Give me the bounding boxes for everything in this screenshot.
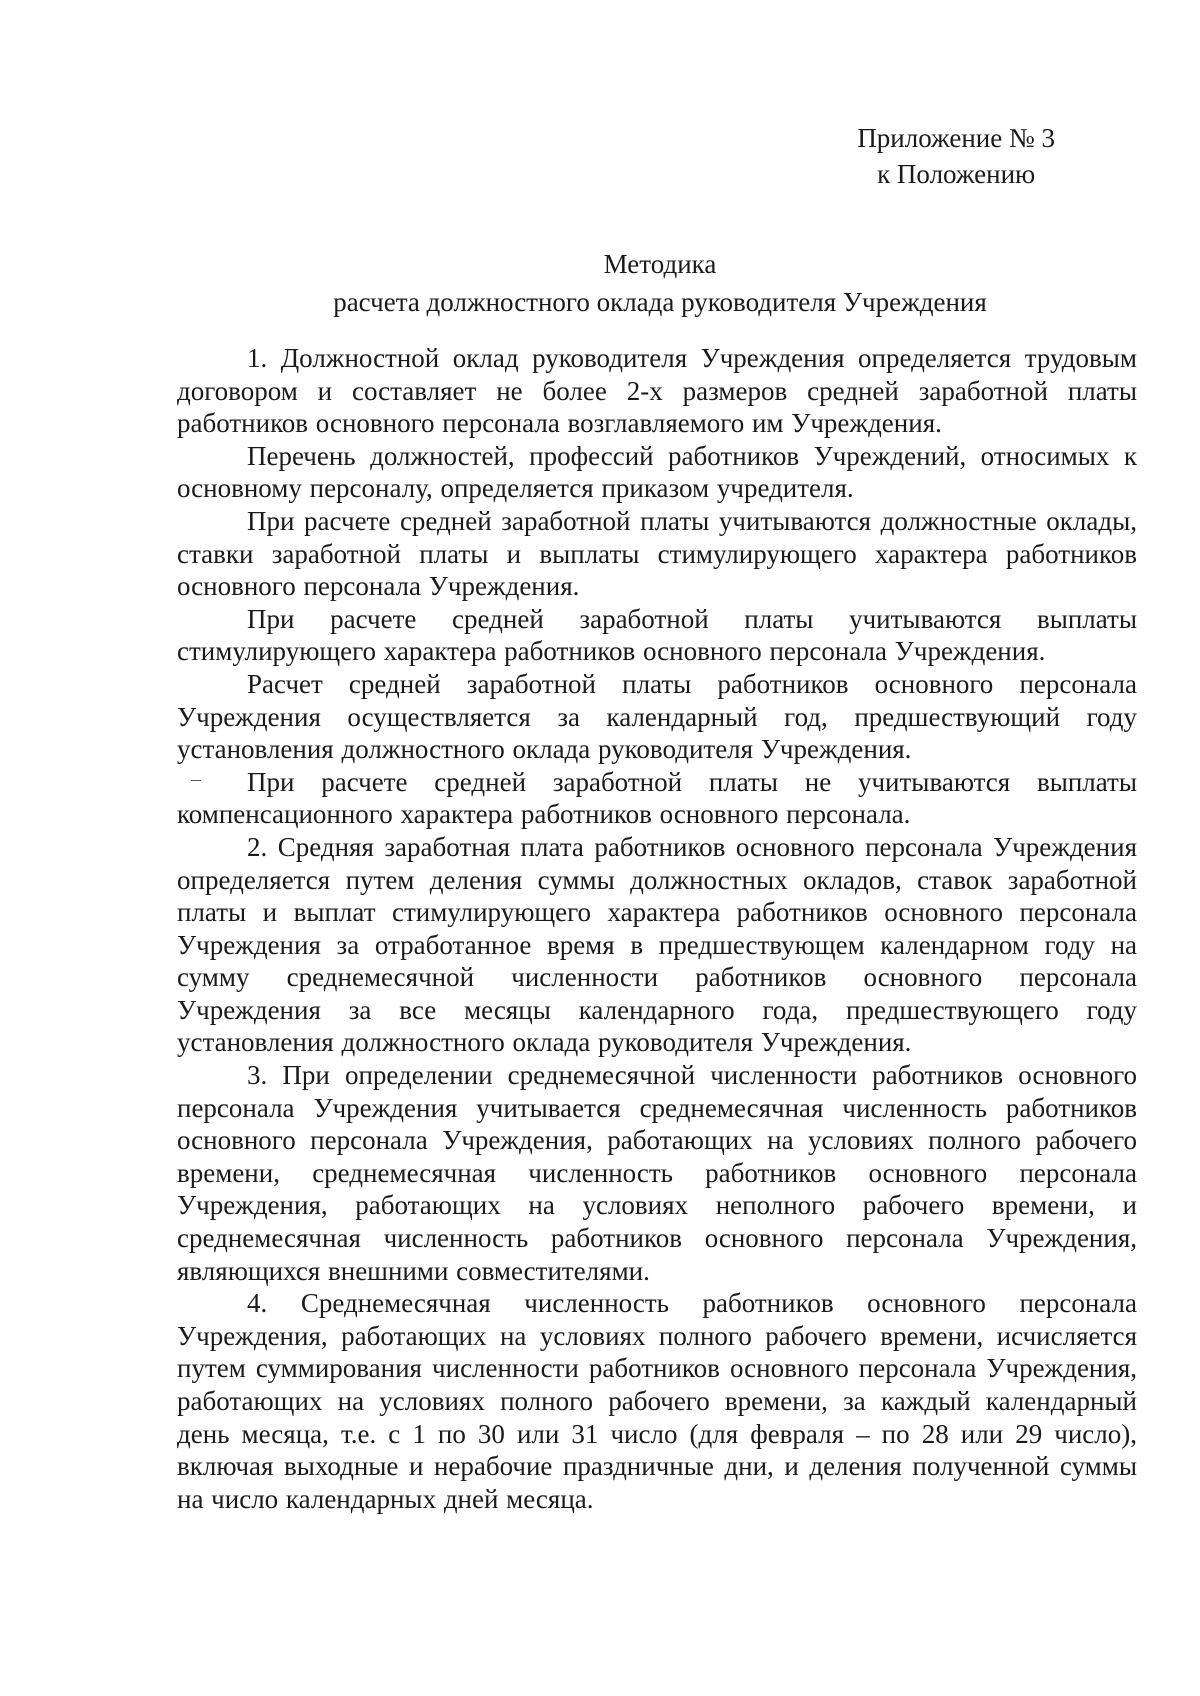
scan-artifact-mark: – bbox=[191, 768, 201, 790]
paragraph-6: При расчете средней заработной платы не учитываются выплаты компенсационного характера работников основного персонала. bbox=[177, 766, 1137, 830]
paragraph-1: 1. Должностной оклад руководителя Учреждения определяется трудовым договором и составляет не более 2-х размеров средней заработной платы работников основного персонала возглавляемого им Учреждения. bbox=[177, 343, 1137, 439]
appendix-number: Приложение № 3 bbox=[857, 123, 1055, 153]
appendix-header bbox=[857, 120, 1055, 192]
paragraph-3: При расчете средней заработной платы учитываются должностные оклады, ставки заработной платы и выплаты стимулирующего характера работников основного персонала Учреждения. bbox=[177, 505, 1137, 602]
document-body bbox=[177, 342, 1137, 1515]
document-title bbox=[175, 245, 1145, 321]
paragraph-7: 2. Средняя заработная плата работников основного персонала Учреждения определяется путем деления суммы должностных окладов, ставок заработной платы и выплат стимулирующего характера работников основного персонала Учреждения за отработанное время в предшествующем календарном году на сумму среднемесячной численности работников основного персонала Учреждения за все месяцы календарного года, предшествующего году установления должностного оклада руководителя Учреждения. bbox=[177, 831, 1137, 1058]
paragraph-8: 3. При определении среднемесячной численности работников основного персонала Учреждения учитывается среднемесячная численность работников основного персонала Учреждения, работающих на условиях полного рабочего времени, среднемесячная численность работников основного персонала Учреждения, работающих на условиях неполного рабочего времени, и среднемесячная численность работников основного персонала Учреждения, являющихся внешними совместителями. bbox=[177, 1060, 1137, 1286]
title-line-2: расчета должностного оклада руководителя Учреждения bbox=[333, 287, 987, 317]
paragraph-5: Расчет средней заработной платы работников основного персонала Учреждения осуществляется за календарный год, предшествующий году установления должностного оклада руководителя Учреждения. bbox=[177, 668, 1137, 765]
paragraph-4: При расчете средней заработной платы учитываются выплаты стимулирующего характера работников основного персонала Учреждения. bbox=[177, 603, 1137, 667]
title-line-1: Методика bbox=[603, 249, 717, 279]
paragraph-9: 4. Среднемесячная численность работников основного персонала Учреждения, работающих на условиях полного рабочего времени, исчисляется путем суммирования численности работников основного персонала Учреждения, работающих на условиях полного рабочего времени, за каждый календарный день месяца, т.е. с 1 по 30 или 31 число (для февраля – по 28 или 29 число), включая выходные и нерабочие праздничные дни, и деления полученной суммы на число календарных дней месяца. bbox=[177, 1288, 1137, 1514]
appendix-reference: к Положению bbox=[877, 159, 1036, 189]
paragraph-2: Перечень должностей, профессий работников Учреждений, относимых к основному персоналу, определяется приказом учредителя. bbox=[177, 440, 1137, 504]
